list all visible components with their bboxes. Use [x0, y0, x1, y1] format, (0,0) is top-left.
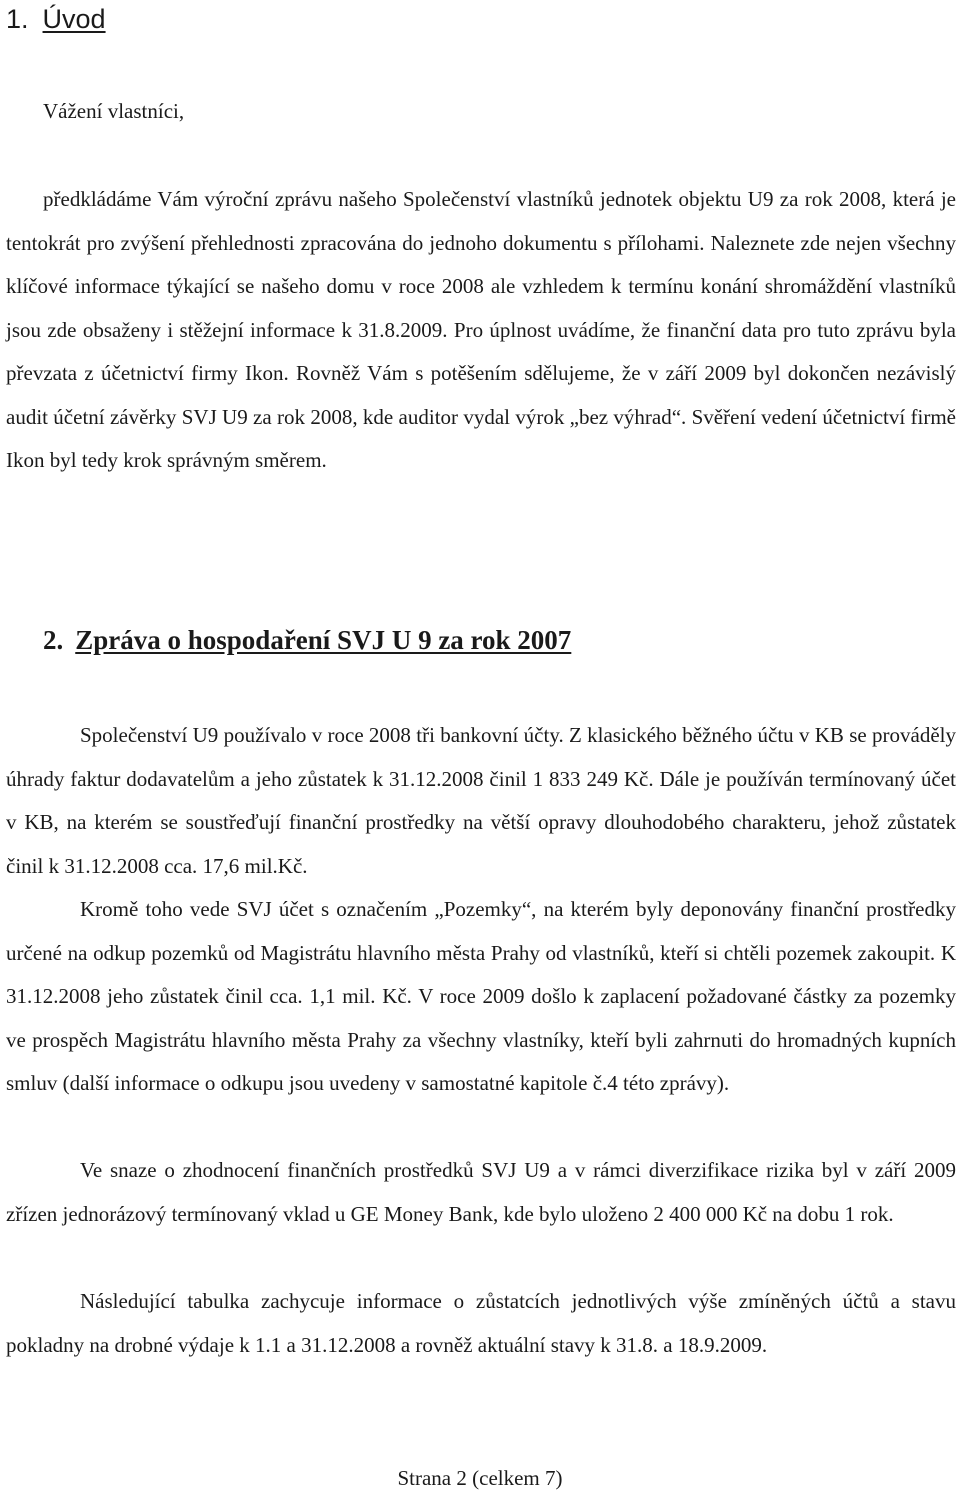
salutation: Vážení vlastníci,: [43, 99, 185, 123]
section-heading-2: [43, 627, 571, 654]
section-number: 1.: [6, 4, 29, 34]
section-title: Úvod: [42, 4, 106, 34]
section-title: Zpráva o hospodaření SVJ U 9 za rok 2007: [75, 625, 572, 655]
intro-paragraph: předkládáme Vám výroční zprávu našeho Společenství vlastníků jednotek objektu U9 za rok 2008, která je tentokrát pro zvýšení přehlednosti zpracována do jednoho dokumentu s přílohami. Naleznete zde nejen všechny klíčové informace týkající se našeho domu v roce 2008 ale vzhledem k termínu konání shromáždění vlastníků jsou zde obsaženy i stěžejní informace k 31.8.2009. Pro úplnost uvádíme, že finanční data pro tuto zprávu byla převzata z účetnictví firmy Ikon. Rovněž Vám s potěšením sdělujeme, že v září 2009 byl dokončen nezávislý audit účetní závěrky SVJ U9 za rok 2008, kde auditor vydal výrok „bez výhrad“. Svěření vedení účetnictví firmě Ikon byl tedy krok správným směrem.: [6, 187, 956, 472]
section-number: 2.: [43, 625, 64, 655]
body-paragraph: Kromě toho vede SVJ účet s označením „Pozemky“, na kterém byly deponovány finanční prostředky určené na odkup pozemků od Magistrátu hlavního města Prahy od vlastníků, kteří si chtěli pozemek zakoupit. K 31.12.2008 jeho zůstatek činil cca. 1,1 mil. Kč. V roce 2009 došlo k zaplacení požadované částky za pozemky ve prospěch Magistrátu hlavního města Prahy za všechny vlastníky, kteří byli zahrnuti do hromadných kupních smluv (další informace o odkupu jsou uvedeny v samostatné kapitole č.4 této zprávy).: [6, 897, 956, 1095]
body-paragraph: Následující tabulka zachycuje informace o zůstatcích jednotlivých výše zmíněných účtů a stavu pokladny na drobné výdaje k 1.1 a 31.12.2008 a rovněž aktuální stavy k 31.8. a 18.9.2009.: [6, 1289, 956, 1357]
body-paragraph: Ve snaze o zhodnocení finančních prostředků SVJ U9 a v rámci diverzifikace rizika byl v září 2009 zřízen jednorázový termínovaný vklad u GE Money Bank, kde bylo uloženo 2 400 000 Kč na dobu 1 rok.: [6, 1158, 956, 1226]
page-footer: Strana 2 (celkem 7): [397, 1466, 563, 1490]
body-paragraph: Společenství U9 používalo v roce 2008 tři bankovní účty. Z klasického běžného účtu v KB se prováděly úhrady faktur dodavatelům a jeho zůstatek k 31.12.2008 činil 1 833 249 Kč. Dále je používán termínovaný účet v KB, na kterém se soustřeďují finanční prostředky na větší opravy dlouhodobého charakteru, jehož zůstatek činil k 31.12.2008 cca. 17,6 mil.Kč.: [6, 723, 956, 878]
section-heading-1: [6, 6, 106, 33]
